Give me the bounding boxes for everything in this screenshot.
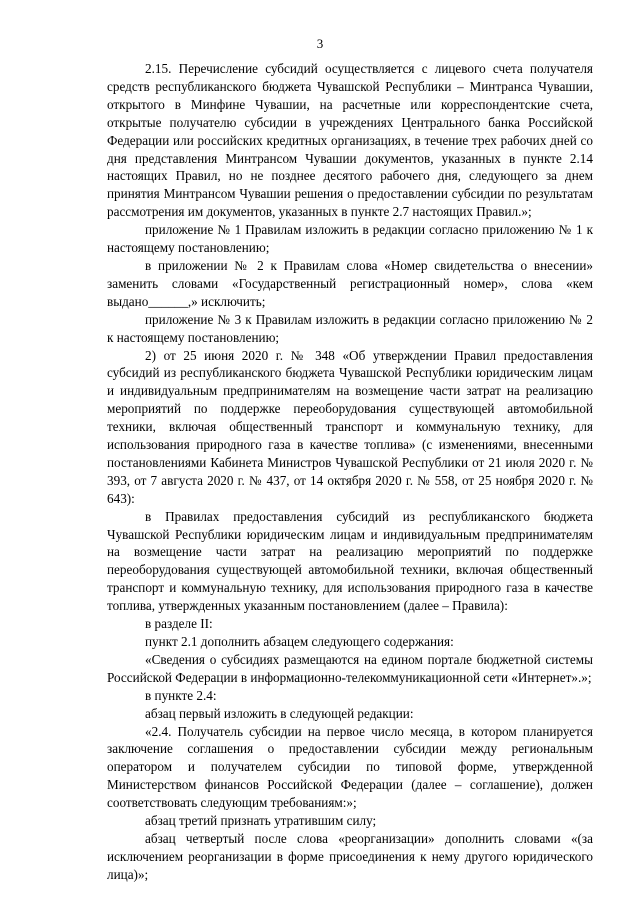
paragraph-item-2: 2) от 25 июня 2020 г. № 348 «Об утверждении Правил предоставления субсидий из республиканского бюджета Чувашской Республики юридическим лицам и индивидуальным предпринимателям на возмещение части затрат на реализацию мероприятий по поддержке переоборудования существующей автомобильной техники, включая общественный транспорт и коммунальную технику, для использования природного газа в качестве топлива» (с изменениями, внесенными постановлениями Кабинета Министров Чувашской Республики от 21 июля 2020 г. № 393, от 7 августа 2020 г. № 437, от 14 октября 2020 г. № 558, от 25 ноября 2020 г. № 643):	[107, 347, 593, 506]
paragraph-third-abzac: абзац третий признать утратившим силу;	[145, 813, 377, 829]
paragraph-subsidy-info: «Сведения о субсидиях размещаются на едином портале бюджетной системы Российской Федерации в информационно-телекоммуникационной сети «Интернет».»;	[107, 651, 593, 685]
paragraph-appendix-2: в приложении № 2 к Правилам слова «Номер свидетельства о внесении» заменить словами «Государственный регистрационный номер», слова «кем выдано______,» исключить;	[107, 257, 593, 309]
paragraph-point-2-1: пункт 2.1 дополнить абзацем следующего содержания:	[145, 634, 454, 649]
page-number: 3	[316, 36, 324, 51]
paragraph-first-abzac: абзац первый изложить в следующей редакции:	[145, 705, 414, 721]
paragraph-section-2: в разделе II:	[145, 616, 213, 632]
paragraph-appendix-1: приложение № 1 Правилам изложить в редакции согласно приложению № 1 к настоящему постановлению;	[107, 222, 593, 256]
paragraph-appendix-3: приложение № 3 к Правилам изложить в редакции согласно приложению № 2 к настоящему постановлению;	[107, 311, 593, 345]
document-body	[107, 60, 593, 884]
paragraph-2-4-text: «2.4. Получатель субсидии на первое число месяца, в котором планируется заключение соглашения о предоставлении субсидии между региональным оператором и получателем субсидии по типовой форме, утвержденной Министерством финансов Российской Федерации (далее – соглашение), должен соответствовать следующим требованиям:»;	[107, 723, 593, 811]
paragraph-fourth-abzac: абзац четвертый после слова «реорганизации» дополнить словами «(за исключением реорганизации в форме присоединения к нему другого юридического лица)»;	[107, 830, 593, 882]
paragraph-rules: в Правилах предоставления субсидий из республиканского бюджета Чувашской Республики юридическим лицам и индивидуальным предпринимателям на возмещение части затрат на реализацию мероприятий по поддержке переоборудования существующей автомобильной техники, включая общественный транспорт и коммунальную технику, для использования природного газа в качестве топлива, утвержденных указанным постановлением (далее – Правила):	[107, 508, 593, 614]
paragraph-point-2-4: в пункте 2.4:	[145, 687, 217, 703]
paragraph-2-15: 2.15. Перечисление субсидий осуществляется с лицевого счета получателя средств республиканского бюджета Чувашской Республики – Минтранса Чувашии, открытого в Минфине Чувашии, на расчетные или корреспондентские счета, открытые получателю субсидии в учреждениях Центрального банка Российской Федерации или российских кредитных организациях, в течение трех рабочих дней со дня представления Минтрансом Чувашии документов, указанных в пункте 2.14 настоящих Правил, но не позднее десятого рабочего дня, следующего за днем принятия Минтрансом Чувашии решения о предоставлении субсидии по результатам рассмотрения им документов, указанных в пункте 2.7 настоящих Правил.»;	[107, 61, 593, 220]
